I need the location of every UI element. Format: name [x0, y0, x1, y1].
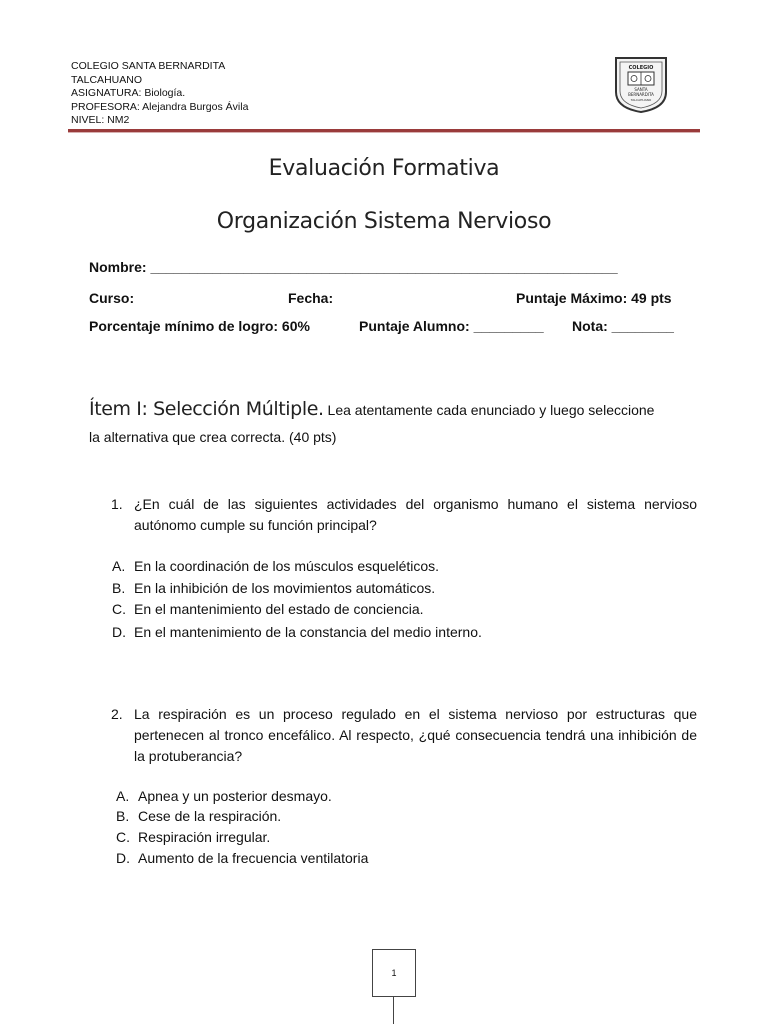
q1-option-d: D. En el mantenimiento de la constancia del medio interno.: [112, 624, 482, 640]
page-number: 1: [391, 968, 397, 978]
q2-option-c: C. Respiración irregular.: [116, 829, 271, 845]
nombre-field: Nombre: ____________________________________________________________: [89, 259, 618, 275]
q2-option-a: A. Apnea y un posterior desmayo.: [116, 788, 332, 804]
page-subtitle: Organización Sistema Nervioso: [216, 209, 552, 234]
question-2: [111, 704, 697, 767]
teacher-line: PROFESORA: Alejandra Burgos Ávila: [71, 100, 249, 113]
page-number-connector: [393, 996, 394, 1024]
level-line: NIVEL: NM2: [71, 114, 130, 127]
subject-line: ASIGNATURA: Biología.: [71, 87, 186, 100]
item-instruction-cont: la alternativa que crea correcta. (40 pts): [89, 429, 337, 445]
question-text: La respiración es un proceso regulado en el sistema nervioso por estructuras que pertenecen al tronco encefálico. Al respecto, ¿qué consecuencia tendrá una inhibición de la protuberancia?: [134, 706, 697, 764]
question-number: 1.: [111, 496, 123, 512]
svg-text:TALCAHUANO: TALCAHUANO: [630, 98, 652, 102]
svg-text:COLEGIO: COLEGIO: [628, 65, 654, 71]
q2-option-d: D. Aumento de la frecuencia ventilatoria: [116, 850, 369, 866]
svg-text:SANTA: SANTA: [634, 87, 648, 92]
question-text: ¿En cuál de las siguientes actividades del organismo humano el sistema nervioso autónomo cumple su función principal?: [134, 496, 697, 533]
nota-field: Nota: ________: [572, 318, 674, 334]
q2-option-b: B. Cese de la respiración.: [116, 808, 282, 824]
school-header: [71, 60, 248, 128]
curso-field: Curso:: [89, 290, 135, 306]
q1-option-a: A. En la coordinación de los músculos esqueléticos.: [112, 558, 440, 574]
item-heading: [89, 398, 709, 420]
q1-option-c: C. En el mantenimiento del estado de conciencia.: [112, 601, 424, 617]
porcentaje-logro-field: Porcentaje mínimo de logro: 60%: [89, 318, 310, 334]
puntaje-alumno-field: Puntaje Alumno: _________: [359, 318, 544, 334]
page-title: Evaluación Formativa: [268, 156, 500, 181]
item-title: Ítem I: Selección Múltiple.: [89, 398, 324, 420]
school-city: TALCAHUANO: [71, 73, 142, 86]
q1-option-b: B. En la inhibición de los movimientos automáticos.: [112, 580, 436, 596]
school-name: COLEGIO SANTA BERNARDITA: [71, 60, 226, 72]
page-number-box: [372, 949, 416, 997]
question-1: [111, 494, 697, 536]
fecha-field: Fecha:: [288, 290, 334, 306]
header-divider: [68, 129, 700, 133]
item-instruction: Lea atentamente cada enunciado y luego seleccione: [323, 402, 655, 418]
question-number: 2.: [111, 706, 123, 722]
svg-text:BERNARDITA: BERNARDITA: [628, 92, 654, 97]
school-crest-logo: [610, 52, 672, 114]
puntaje-maximo-field: Puntaje Máximo: 49 pts: [516, 290, 672, 306]
